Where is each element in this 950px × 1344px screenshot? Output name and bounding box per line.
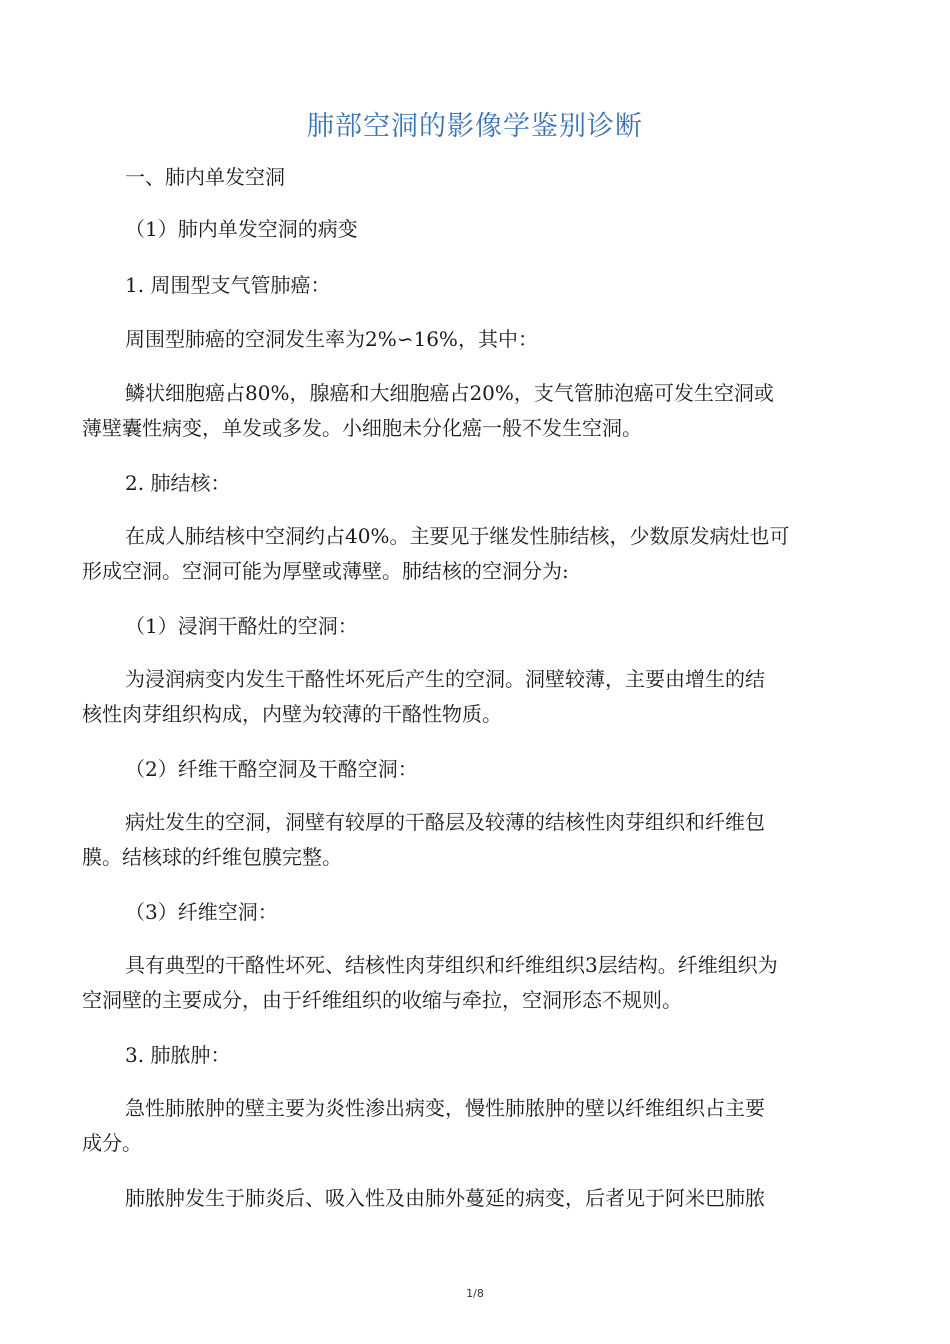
paragraph-line: 在成人肺结核中空洞约占40%。主要见于继发性肺结核，少数原发病灶也可 (125, 524, 790, 548)
subitem-heading: （3）纤维空洞： (125, 900, 278, 924)
paragraph-line: 膜。结核球的纤维包膜完整。 (82, 845, 342, 869)
paragraph-line: 急性肺脓肿的壁主要为炎性渗出病变，慢性肺脓肿的壁以纤维组织占主要 (125, 1096, 765, 1120)
paragraph-line: 鳞状细胞癌占80%，腺癌和大细胞癌占20%，支气管肺泡癌可发生空洞或 (125, 381, 774, 405)
paragraph-line: 空洞壁的主要成分，由于纤维组织的收缩与牵拉，空洞形态不规则。 (82, 988, 682, 1012)
paragraph-line: 具有典型的干酪性坏死、结核性肉芽组织和纤维组织3层结构。纤维组织为 (125, 953, 778, 977)
section-heading: 一、肺内单发空洞 (125, 165, 285, 189)
paragraph-line: 肺脓肿发生于肺炎后、吸入性及由肺外蔓延的病变，后者见于阿米巴肺脓 (125, 1186, 765, 1210)
paragraph-line: 核性肉芽组织构成，内壁为较薄的干酪性物质。 (82, 702, 502, 726)
paragraph-line: 成分。 (82, 1131, 142, 1155)
subsection-heading: （1）肺内单发空洞的病变 (125, 217, 358, 241)
paragraph-line: 周围型肺癌的空洞发生率为2%∽16%，其中： (125, 327, 538, 351)
document-title: 肺部空洞的影像学鉴别诊断 (307, 111, 643, 142)
subitem-heading: （1）浸润干酪灶的空洞： (125, 614, 358, 638)
page-number: 1/8 (466, 1287, 484, 1300)
item-heading: 2. 肺结核： (125, 471, 231, 495)
paragraph-line: 形成空洞。空洞可能为厚壁或薄壁。肺结核的空洞分为: (82, 559, 569, 583)
paragraph-line: 病灶发生的空洞，洞壁有较厚的干酪层及较薄的结核性肉芽组织和纤维包 (125, 810, 765, 834)
item-heading: 3. 肺脓肿： (125, 1043, 231, 1067)
paragraph-line: 薄壁囊性病变，单发或多发。小细胞未分化癌一般不发生空洞。 (82, 416, 642, 440)
item-heading: 1. 周围型支气管肺癌： (125, 273, 331, 297)
subitem-heading: （2）纤维干酪空洞及干酪空洞： (125, 757, 418, 781)
paragraph-line: 为浸润病变内发生干酪性坏死后产生的空洞。洞壁较薄，主要由增生的结 (125, 667, 765, 691)
